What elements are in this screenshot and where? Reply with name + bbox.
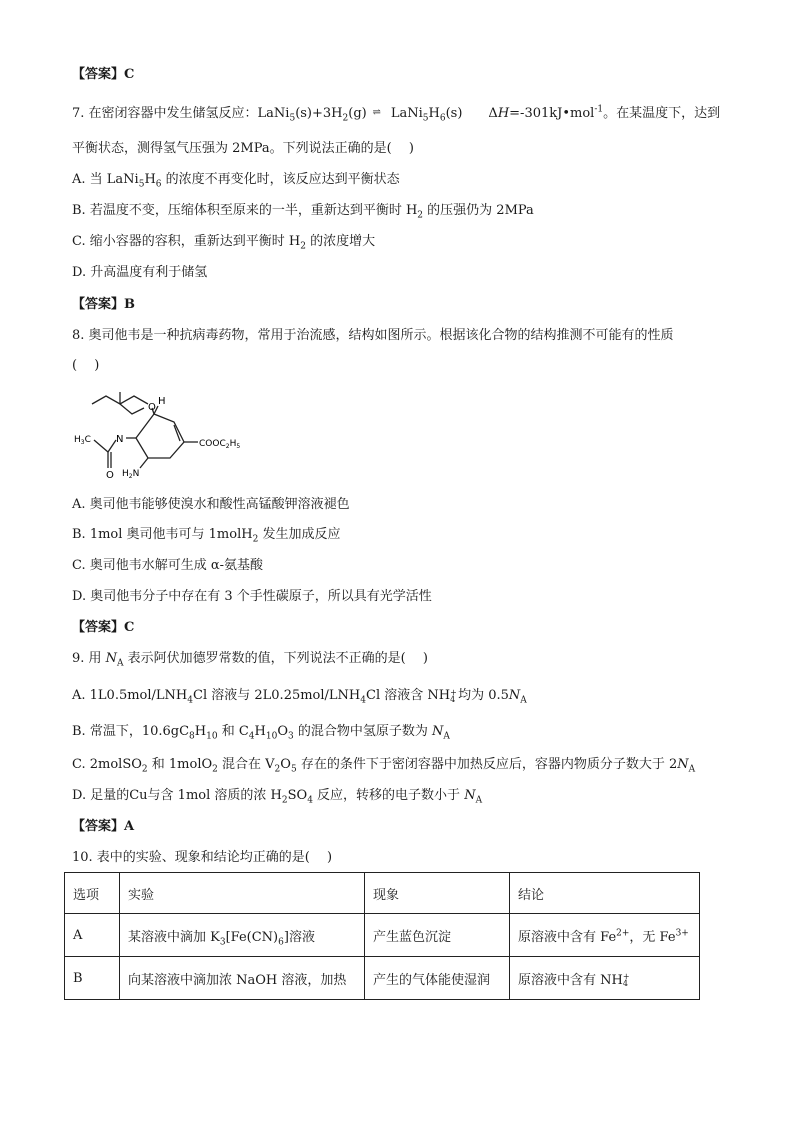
answer-q6 bbox=[72, 66, 134, 84]
table-cell: 产生的气体能使湿润 bbox=[365, 957, 510, 1000]
q9-option-c: C. 2molSO$_2$ 和 1molO$_2$ 混合在 $V_2O_5$ 存在的条件下于密闭容器中加热反应后，容器内物质分子数大于 $2N_A$ bbox=[72, 757, 696, 775]
structure-carbonyl-o-label: O bbox=[106, 470, 114, 481]
table-cell: 原溶液中含有 $Fe^{2+}$，无 $Fe^{3+}$ bbox=[510, 914, 700, 957]
table-row bbox=[65, 957, 700, 1000]
q9-option-a: A. $1L0.5mol/LNH_4Cl$ 溶液与 $2L0.25mol/LNH_4Cl$ 溶液含 NH + 4 均为 $0.5N_A$ bbox=[72, 687, 527, 706]
q8-option-b: B. 1mol 奥司他韦可与 1molH$_2$ 发生加成反应 bbox=[72, 527, 341, 545]
answer-value: C bbox=[124, 67, 135, 82]
q9-stem: 9. 用 $N_A$ 表示阿伏加德罗常数的值，下列说法不正确的是( ) bbox=[72, 651, 428, 669]
table-header-cell: 实验 bbox=[120, 873, 365, 914]
q7-option-d: D. 升高温度有利于储氢 bbox=[72, 265, 208, 280]
q7-stem-line2: 平衡状态，测得氢气压强为 2MPa。下列说法正确的是( ) bbox=[72, 141, 414, 156]
table-cell: A bbox=[65, 914, 120, 957]
q8-option-a: A. 奥司他韦能够使溴水和酸性高锰酸钾溶液褪色 bbox=[72, 497, 350, 512]
answer-value: B bbox=[124, 297, 136, 312]
answer-label: 【答案】 bbox=[72, 620, 125, 635]
q10-table bbox=[64, 872, 700, 1000]
table-header-cell: 选项 bbox=[65, 873, 120, 914]
q8-option-d: D. 奥司他韦分子中存在有 3 个手性碳原子，所以具有光学活性 bbox=[72, 589, 432, 604]
answer-q8 bbox=[72, 619, 134, 637]
answer-q7 bbox=[72, 296, 135, 314]
q7-option-a: A. 当 $LaNi_5H_6$ 的浓度不再变化时，该反应达到平衡状态 bbox=[72, 172, 400, 190]
structure-h-label: H bbox=[158, 396, 166, 407]
table-cell: B bbox=[65, 957, 120, 1000]
table-header-row bbox=[65, 873, 700, 914]
table-header-cell: 现象 bbox=[365, 873, 510, 914]
answer-label: 【答案】 bbox=[72, 297, 125, 312]
table-cell: 向某溶液中滴加浓 NaOH 溶液，加热 bbox=[120, 957, 365, 1000]
q8-stem-line2: ( ) bbox=[72, 358, 100, 373]
oseltamivir-structure-diagram bbox=[74, 392, 244, 488]
answer-value: A bbox=[124, 819, 135, 834]
structure-n-label: N bbox=[116, 434, 124, 445]
answer-value: C bbox=[124, 620, 135, 635]
q9-option-b: B. 常温下，$10.6gC_8H_{10}$ 和 $C_4H_{10}O_3$ 的混合物中氢原子数为 $N_A$ bbox=[72, 724, 450, 742]
table-cell: 产生蓝色沉淀 bbox=[365, 914, 510, 957]
q7-option-c: C. 缩小容器的容积，重新达到平衡时 $H_2$ 的浓度增大 bbox=[72, 234, 376, 252]
structure-h3c-label: $H_3C$ bbox=[74, 435, 91, 446]
table-row bbox=[65, 914, 700, 957]
q10-stem: 10. 表中的实验、现象和结论均正确的是( ) bbox=[72, 850, 333, 865]
structure-nh2-label: $H_2N$ bbox=[122, 469, 140, 480]
structure-ester-label: $COOC_2H_5$ bbox=[199, 439, 241, 450]
table-cell: 原溶液中含有 NH + 4 bbox=[510, 957, 700, 1000]
q7-stem-line1: 7. 在密闭容器中发生储氢反应：$LaNi_5(s)+3H_2(g)$ ⇌ $LaNi_5H_6(s)$ ΔH=-301kJ•mol$^{-1}$。在某温度下，达到 bbox=[72, 104, 721, 124]
q9-option-d: D. 足量的Cu与含 1mol 溶质的浓 $H_2SO_4$ 反应，转移的电子数小于 $N_A$ bbox=[72, 788, 483, 806]
answer-label: 【答案】 bbox=[72, 819, 125, 834]
answer-q9 bbox=[72, 818, 134, 836]
q8-option-c: C. 奥司他韦水解可生成 α-氨基酸 bbox=[72, 558, 264, 573]
q7-option-b: B. 若温度不变，压缩体积至原来的一半，重新达到平衡时 $H_2$ 的压强仍为 2MPa bbox=[72, 203, 534, 221]
table-header-cell: 结论 bbox=[510, 873, 700, 914]
q8-stem-line1: 8. 奥司他韦是一种抗病毒药物，常用于治流感，结构如图所示。根据该化合物的结构推测不可能有的性质 bbox=[72, 328, 674, 343]
table-cell: 某溶液中滴加 $K_3[Fe(CN)_6]$溶液 bbox=[120, 914, 365, 957]
answer-label: 【答案】 bbox=[72, 67, 125, 82]
structure-o-label: O bbox=[148, 402, 156, 413]
